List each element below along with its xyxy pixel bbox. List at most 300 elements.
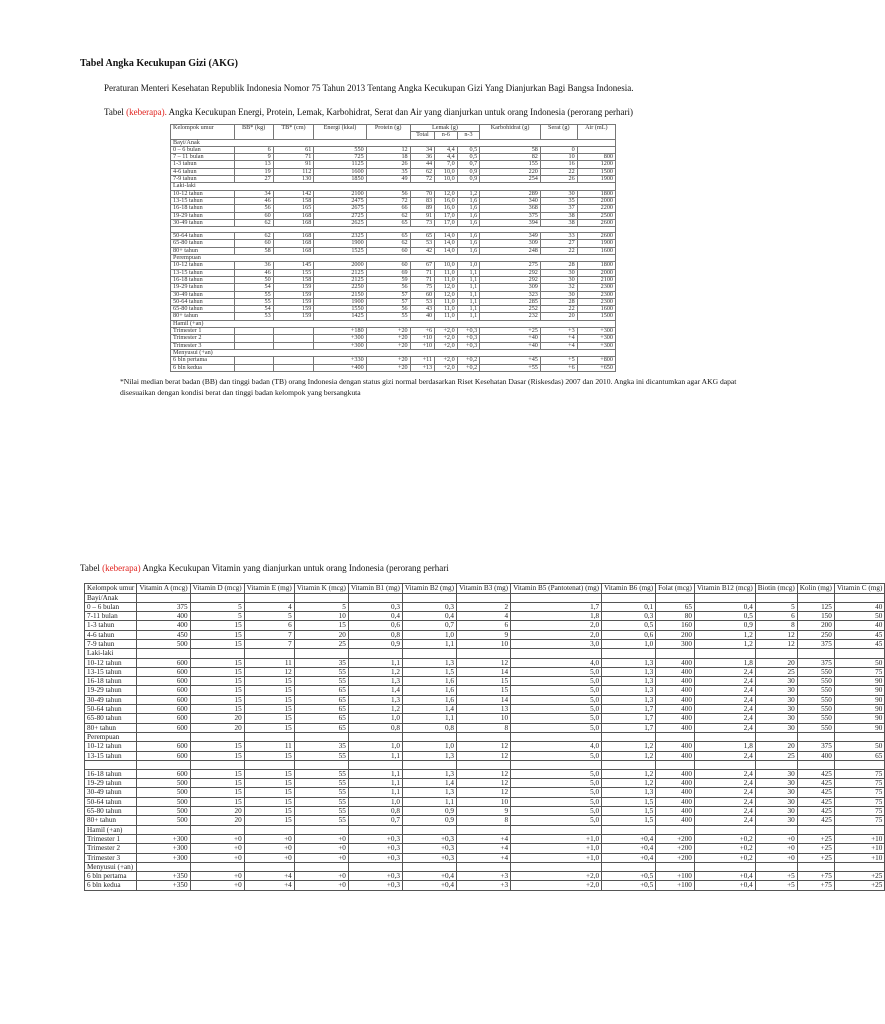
table-cell: 75 bbox=[834, 807, 884, 816]
row-label: 0 – 6 bulan bbox=[171, 146, 235, 153]
table-cell: 20 bbox=[755, 658, 797, 667]
table-cell: 56 bbox=[366, 190, 410, 197]
empty-cell bbox=[834, 649, 884, 658]
table-cell: 500 bbox=[137, 807, 190, 816]
table-cell: 600 bbox=[137, 658, 190, 667]
table-cell: +0,5 bbox=[602, 872, 656, 881]
row-label: 16-18 tahun bbox=[171, 205, 235, 212]
row-label: 65-80 tahun bbox=[171, 240, 235, 247]
spacer-cell bbox=[834, 760, 884, 769]
table-cell: +20 bbox=[366, 328, 410, 335]
table-cell: 400 bbox=[656, 667, 695, 676]
table-cell bbox=[273, 335, 314, 342]
table-cell: 30 bbox=[755, 807, 797, 816]
table-cell: +0 bbox=[755, 853, 797, 862]
table-cell: 17,0 bbox=[435, 219, 458, 226]
table-cell: 1,0 bbox=[402, 742, 456, 751]
table-row bbox=[171, 176, 616, 183]
table-cell: 1,1 bbox=[457, 306, 480, 313]
table-cell bbox=[234, 342, 273, 349]
table-cell: 7 bbox=[244, 630, 294, 639]
table-cell: 10,0 bbox=[435, 176, 458, 183]
table-cell: 1,6 bbox=[457, 197, 480, 204]
table-cell: 2500 bbox=[577, 212, 615, 219]
table-cell: +0,4 bbox=[402, 881, 456, 890]
table-cell: 75 bbox=[834, 816, 884, 825]
table-cell: 0,9 bbox=[348, 639, 402, 648]
table-cell bbox=[234, 357, 273, 364]
table-cell: 54 bbox=[234, 306, 273, 313]
col-header-bb: BB* (kg) bbox=[234, 125, 273, 140]
table-cell: 12 bbox=[457, 742, 511, 751]
table-cell: 30 bbox=[755, 677, 797, 686]
table-cell: 9 bbox=[457, 630, 511, 639]
table-cell: +4 bbox=[244, 872, 294, 881]
table-cell: 1500 bbox=[577, 313, 615, 320]
table-cell: 55 bbox=[294, 779, 348, 788]
row-label: Trimester 3 bbox=[85, 853, 137, 862]
spacer-cell bbox=[511, 760, 602, 769]
col-header-protein: Protein (g) bbox=[366, 125, 410, 140]
table-cell: 10 bbox=[540, 154, 577, 161]
table-cell: 375 bbox=[797, 658, 834, 667]
table-cell: 44 bbox=[410, 161, 434, 168]
row-label: 4-6 tahun bbox=[85, 630, 137, 639]
table-cell: 14,0 bbox=[435, 233, 458, 240]
table-row bbox=[171, 262, 616, 269]
table-cell: 1900 bbox=[577, 176, 615, 183]
row-label: 65-80 tahun bbox=[85, 807, 137, 816]
table-cell: 0,5 bbox=[457, 146, 480, 153]
table-cell: 130 bbox=[273, 176, 314, 183]
table-cell: 158 bbox=[273, 197, 314, 204]
row-label: 19-29 tahun bbox=[171, 212, 235, 219]
table-cell: 2100 bbox=[577, 276, 615, 283]
table-cell: 20 bbox=[294, 630, 348, 639]
table-cell: +330 bbox=[314, 357, 366, 364]
table-cell: 425 bbox=[797, 807, 834, 816]
table-cell: 38 bbox=[540, 212, 577, 219]
table-cell: 6 bbox=[244, 621, 294, 630]
empty-cell bbox=[656, 732, 695, 741]
table-cell: 5,0 bbox=[511, 677, 602, 686]
table-cell: 59 bbox=[366, 276, 410, 283]
table-cell: 2,0 bbox=[511, 621, 602, 630]
table-cell: +20 bbox=[366, 364, 410, 371]
table-cell: 45 bbox=[834, 639, 884, 648]
empty-cell bbox=[294, 593, 348, 602]
table-cell: 1,2 bbox=[348, 705, 402, 714]
table-row bbox=[171, 240, 616, 247]
table-cell: 1,1 bbox=[402, 714, 456, 723]
row-label: 6 bln kedua bbox=[85, 881, 137, 890]
row-label: 13-15 tahun bbox=[171, 197, 235, 204]
table-cell: +0 bbox=[244, 844, 294, 853]
section-row bbox=[171, 349, 616, 356]
table-cell: 1,3 bbox=[402, 769, 456, 778]
table-cell: 1,1 bbox=[457, 269, 480, 276]
table-cell: 20 bbox=[190, 807, 244, 816]
table-cell: 425 bbox=[797, 797, 834, 806]
table-cell: 5,0 bbox=[511, 816, 602, 825]
table-cell: +0,3 bbox=[402, 853, 456, 862]
table-row bbox=[85, 844, 885, 853]
column-header: Biotin (mcg) bbox=[755, 584, 797, 594]
spacer-cell bbox=[755, 760, 797, 769]
row-label: 50-64 tahun bbox=[171, 298, 235, 305]
table-row bbox=[171, 306, 616, 313]
empty-cell bbox=[244, 825, 294, 834]
table-cell: 27 bbox=[540, 240, 577, 247]
section-label: Laki-laki bbox=[85, 649, 137, 658]
table-cell: 400 bbox=[656, 788, 695, 797]
table-cell: +11 bbox=[410, 357, 434, 364]
table-cell: +0,2 bbox=[694, 834, 755, 843]
table-cell: 1800 bbox=[577, 190, 615, 197]
table-row bbox=[85, 797, 885, 806]
table-cell: 4,4 bbox=[435, 146, 458, 153]
table-cell: 400 bbox=[656, 797, 695, 806]
table-cell: +0,3 bbox=[457, 335, 480, 342]
table-cell: +0,4 bbox=[694, 872, 755, 881]
caption-placeholder-number: (keberapa) bbox=[102, 563, 141, 573]
table-cell: 2600 bbox=[577, 233, 615, 240]
table-cell: 65 bbox=[656, 602, 695, 611]
table-cell: +2,0 bbox=[435, 364, 458, 371]
empty-cell bbox=[797, 732, 834, 741]
table-cell: 15 bbox=[244, 695, 294, 704]
table-cell: 600 bbox=[137, 751, 190, 760]
spacer-cell bbox=[457, 760, 511, 769]
table-cell: 550 bbox=[797, 686, 834, 695]
empty-cell bbox=[244, 593, 294, 602]
table-cell: 1,1 bbox=[348, 658, 402, 667]
table-cell: 65 bbox=[294, 686, 348, 695]
table-cell: 72 bbox=[366, 197, 410, 204]
row-label: 19-29 tahun bbox=[171, 284, 235, 291]
table-cell: 15 bbox=[244, 705, 294, 714]
table-cell: 5,0 bbox=[511, 695, 602, 704]
table-cell: 15 bbox=[190, 695, 244, 704]
row-label: 30-49 tahun bbox=[171, 219, 235, 226]
table-cell: 2625 bbox=[314, 219, 366, 226]
row-label: 0 – 6 bulan bbox=[85, 602, 137, 611]
table-cell: 1600 bbox=[577, 306, 615, 313]
table-cell: 45 bbox=[834, 630, 884, 639]
section-row bbox=[171, 139, 616, 146]
table-cell: 55 bbox=[234, 291, 273, 298]
table-cell: 53 bbox=[410, 240, 434, 247]
table-cell: 35 bbox=[540, 197, 577, 204]
table-cell: 55 bbox=[294, 769, 348, 778]
table-cell: 12,0 bbox=[435, 291, 458, 298]
row-label: 13-15 tahun bbox=[171, 269, 235, 276]
table-row bbox=[85, 630, 885, 639]
table-cell: +0 bbox=[755, 834, 797, 843]
spacer-cell bbox=[402, 760, 456, 769]
table-cell: 15 bbox=[190, 797, 244, 806]
empty-cell bbox=[294, 649, 348, 658]
row-label: 6 bln pertama bbox=[85, 872, 137, 881]
table-cell: +0,2 bbox=[694, 853, 755, 862]
table-cell: +4 bbox=[457, 844, 511, 853]
table-cell: 800 bbox=[577, 154, 615, 161]
table-row bbox=[85, 751, 885, 760]
empty-cell bbox=[834, 862, 884, 871]
table-cell: 18 bbox=[366, 154, 410, 161]
spacer-cell bbox=[656, 760, 695, 769]
table-cell: +0,5 bbox=[602, 881, 656, 890]
table-cell: 400 bbox=[656, 714, 695, 723]
table-cell: +0 bbox=[190, 853, 244, 862]
table-cell: 0,8 bbox=[348, 630, 402, 639]
table-cell: 232 bbox=[480, 313, 541, 320]
table-cell: 4 bbox=[244, 602, 294, 611]
table-cell: 285 bbox=[480, 298, 541, 305]
table-cell: 2125 bbox=[314, 269, 366, 276]
table-cell: 1,3 bbox=[602, 686, 656, 695]
section-row bbox=[171, 320, 616, 327]
table-cell bbox=[273, 328, 314, 335]
table-cell: +0,3 bbox=[348, 834, 402, 843]
column-header: Vitamin A (mcg) bbox=[137, 584, 190, 594]
row-label: 7 – 11 bulan bbox=[171, 154, 235, 161]
table-cell: +20 bbox=[366, 357, 410, 364]
table-cell: 8 bbox=[457, 723, 511, 732]
table-cell: 300 bbox=[656, 639, 695, 648]
col-header-energy: Energi (kkal) bbox=[314, 125, 366, 140]
table-cell: 12 bbox=[244, 667, 294, 676]
table-cell: +20 bbox=[366, 335, 410, 342]
empty-cell bbox=[656, 825, 695, 834]
table-cell: 11 bbox=[244, 658, 294, 667]
empty-cell bbox=[602, 593, 656, 602]
empty-cell bbox=[656, 862, 695, 871]
table-cell: 142 bbox=[273, 190, 314, 197]
table-cell: 5,0 bbox=[511, 723, 602, 732]
table-cell: +0 bbox=[190, 834, 244, 843]
table-cell: 112 bbox=[273, 168, 314, 175]
table-cell: 159 bbox=[273, 291, 314, 298]
table-cell: 2250 bbox=[314, 284, 366, 291]
table-cell: 2,4 bbox=[694, 779, 755, 788]
table-cell: 400 bbox=[656, 769, 695, 778]
table-cell: 12,0 bbox=[435, 284, 458, 291]
table-cell: 15 bbox=[457, 677, 511, 686]
table-cell: 425 bbox=[797, 788, 834, 797]
table-cell: 1,0 bbox=[348, 797, 402, 806]
table-cell: 12 bbox=[457, 658, 511, 667]
table-cell: 5 bbox=[294, 602, 348, 611]
empty-cell bbox=[656, 649, 695, 658]
table-cell: 15 bbox=[244, 779, 294, 788]
table-cell: 30 bbox=[755, 779, 797, 788]
table-cell: 158 bbox=[273, 276, 314, 283]
table-cell: 15 bbox=[244, 714, 294, 723]
table-cell: 91 bbox=[410, 212, 434, 219]
table-cell: 0,8 bbox=[402, 723, 456, 732]
table-cell: 2600 bbox=[577, 219, 615, 226]
table-cell: 500 bbox=[137, 788, 190, 797]
table-cell: +800 bbox=[577, 357, 615, 364]
empty-cell bbox=[137, 649, 190, 658]
table-cell: 75 bbox=[834, 797, 884, 806]
table-cell: 15 bbox=[190, 788, 244, 797]
table-cell: 550 bbox=[797, 667, 834, 676]
table-cell: 55 bbox=[294, 807, 348, 816]
empty-cell bbox=[457, 862, 511, 871]
section-row bbox=[85, 593, 885, 602]
table-cell: 15 bbox=[190, 751, 244, 760]
table-cell: 75 bbox=[834, 779, 884, 788]
table-cell: 1,2 bbox=[602, 769, 656, 778]
table-cell: 2325 bbox=[314, 233, 366, 240]
table-cell: 1,0 bbox=[348, 714, 402, 723]
table-cell: 65 bbox=[834, 751, 884, 760]
table-cell: 394 bbox=[480, 219, 541, 226]
table-cell: +2,0 bbox=[435, 357, 458, 364]
table-cell: 55 bbox=[294, 751, 348, 760]
table-row bbox=[171, 233, 616, 240]
row-label: 65-80 tahun bbox=[171, 306, 235, 313]
table2-caption bbox=[80, 562, 720, 574]
table-cell: 1900 bbox=[577, 240, 615, 247]
table-cell: 2,4 bbox=[694, 686, 755, 695]
table-cell: 309 bbox=[480, 284, 541, 291]
table-cell: 550 bbox=[797, 705, 834, 714]
table-cell: 12 bbox=[457, 779, 511, 788]
table-cell: 2,4 bbox=[694, 807, 755, 816]
table-cell: 65 bbox=[294, 695, 348, 704]
table-cell: 1,3 bbox=[602, 695, 656, 704]
table-cell: 83 bbox=[410, 197, 434, 204]
section-label: Menyusui (+an) bbox=[85, 862, 137, 871]
table-cell: 1,4 bbox=[402, 705, 456, 714]
table-cell: 375 bbox=[480, 212, 541, 219]
empty-cell bbox=[348, 649, 402, 658]
table-cell: 30 bbox=[755, 816, 797, 825]
table-cell: 36 bbox=[234, 262, 273, 269]
table-cell: +13 bbox=[410, 364, 434, 371]
table-cell: 60 bbox=[234, 212, 273, 219]
row-label: 80+ tahun bbox=[85, 816, 137, 825]
spacer-cell bbox=[190, 760, 244, 769]
spacer-cell bbox=[694, 760, 755, 769]
table-cell: 1,3 bbox=[602, 788, 656, 797]
table-cell: 16,0 bbox=[435, 205, 458, 212]
table-cell: 1,1 bbox=[457, 313, 480, 320]
table-cell: 600 bbox=[137, 667, 190, 676]
table-cell: +0,2 bbox=[694, 844, 755, 853]
empty-cell bbox=[402, 825, 456, 834]
table-cell: 10,0 bbox=[435, 262, 458, 269]
table-cell: 1,1 bbox=[457, 291, 480, 298]
table-cell: 11,0 bbox=[435, 276, 458, 283]
table-cell: 1,3 bbox=[348, 695, 402, 704]
table-cell: 340 bbox=[480, 197, 541, 204]
table-cell: 0,6 bbox=[348, 621, 402, 630]
table-cell: 90 bbox=[834, 677, 884, 686]
table-row bbox=[171, 276, 616, 283]
table-cell: 15 bbox=[244, 677, 294, 686]
table-cell: 500 bbox=[137, 816, 190, 825]
empty-cell bbox=[244, 732, 294, 741]
table-cell: 5 bbox=[190, 612, 244, 621]
table-cell: 0,4 bbox=[348, 612, 402, 621]
table-cell bbox=[234, 335, 273, 342]
table-cell: 35 bbox=[294, 742, 348, 751]
table-cell: 5,0 bbox=[511, 705, 602, 714]
table-cell: +25 bbox=[834, 872, 884, 881]
row-label: 7-9 tahun bbox=[171, 176, 235, 183]
table-cell: 16,0 bbox=[435, 197, 458, 204]
empty-cell bbox=[294, 732, 348, 741]
table-cell: 600 bbox=[137, 695, 190, 704]
table-cell: 254 bbox=[480, 176, 541, 183]
table-cell: 1,6 bbox=[402, 695, 456, 704]
row-label: 50-64 tahun bbox=[171, 233, 235, 240]
row-label: 65-80 tahun bbox=[85, 714, 137, 723]
table-cell: +40 bbox=[480, 335, 541, 342]
table-cell: 20 bbox=[190, 723, 244, 732]
empty-cell bbox=[755, 825, 797, 834]
row-label: 80+ tahun bbox=[85, 723, 137, 732]
table-row bbox=[171, 269, 616, 276]
table-cell: 2000 bbox=[314, 262, 366, 269]
table-cell: 11,0 bbox=[435, 269, 458, 276]
table-cell: 62 bbox=[234, 233, 273, 240]
table-cell: 1,4 bbox=[402, 779, 456, 788]
table-cell: 14 bbox=[457, 695, 511, 704]
table-cell: 1,2 bbox=[602, 779, 656, 788]
empty-cell bbox=[797, 649, 834, 658]
table-cell: 16 bbox=[540, 161, 577, 168]
table-cell: 55 bbox=[234, 298, 273, 305]
table-cell: 15 bbox=[190, 769, 244, 778]
table-cell: 165 bbox=[273, 205, 314, 212]
row-label: 16-18 tahun bbox=[171, 276, 235, 283]
table-cell: 550 bbox=[314, 146, 366, 153]
table-cell: 1,5 bbox=[602, 807, 656, 816]
table-cell: 56 bbox=[234, 205, 273, 212]
table-cell: 30 bbox=[755, 723, 797, 732]
empty-cell bbox=[511, 649, 602, 658]
table-cell: +0 bbox=[294, 853, 348, 862]
table-cell: 159 bbox=[273, 298, 314, 305]
table-cell: 36 bbox=[410, 154, 434, 161]
table-cell: 500 bbox=[137, 639, 190, 648]
empty-cell bbox=[457, 825, 511, 834]
table-cell: 15 bbox=[244, 788, 294, 797]
table-row bbox=[171, 364, 616, 371]
table-cell: +300 bbox=[314, 342, 366, 349]
empty-cell bbox=[294, 862, 348, 871]
table-cell: 11 bbox=[244, 742, 294, 751]
table-cell: 1,3 bbox=[602, 667, 656, 676]
table-cell: 1850 bbox=[314, 176, 366, 183]
table-row bbox=[85, 742, 885, 751]
table-cell: 35 bbox=[294, 658, 348, 667]
table-cell: 13 bbox=[234, 161, 273, 168]
row-label: Trimester 1 bbox=[171, 328, 235, 335]
table-cell: 2,4 bbox=[694, 714, 755, 723]
table-cell: 67 bbox=[410, 262, 434, 269]
table-row bbox=[85, 779, 885, 788]
table-cell: 4,4 bbox=[435, 154, 458, 161]
table-cell: 600 bbox=[137, 769, 190, 778]
table-cell: 5,0 bbox=[511, 751, 602, 760]
table-cell: +3 bbox=[457, 872, 511, 881]
